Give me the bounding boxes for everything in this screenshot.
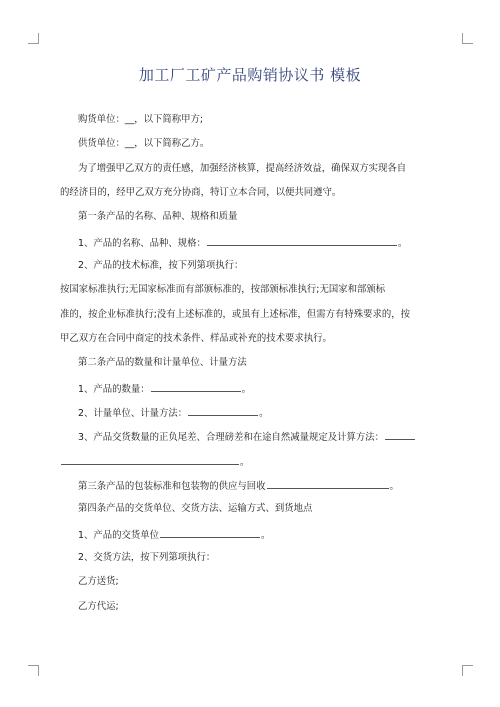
a1-item1-text: 1、产品的名称、品种、规格： xyxy=(78,238,206,249)
a2-item2-line xyxy=(78,406,268,420)
a2-item3-continuation xyxy=(60,455,249,469)
supplier-label: 供货单位： xyxy=(78,138,125,149)
buyer-label: 购货单位： xyxy=(78,114,125,125)
buyer-line xyxy=(78,114,203,126)
buyer-blank: __ xyxy=(124,114,135,125)
standards-line-2: 准的，按企业标准执行;没有上述标准的，或虽有上述标准，但需方有特殊要求的，按 xyxy=(60,309,411,320)
buyer-suffix: ，以下简称甲方; xyxy=(134,114,204,125)
a2-item3-blank-b xyxy=(61,455,239,465)
supplier-suffix: ，以下简称乙方。 xyxy=(134,138,210,149)
a2-item2-end: 。 xyxy=(259,408,269,419)
a1-item1-line xyxy=(78,236,407,250)
crop-mark-top-left xyxy=(28,33,39,44)
standards-line-3: 甲乙双方在合同中商定的技术条件、样品或补充的技术要求执行。 xyxy=(60,333,332,344)
a2-item2-blank xyxy=(188,406,258,416)
intro-line-1: 为了增强甲乙双方的责任感，加强经济核算，提高经济效益，确保双方实现各自 xyxy=(78,163,407,174)
a4-item2-line: 2、交货方法，按下列第项执行： xyxy=(78,552,216,563)
a4-option-1: 乙方送货; xyxy=(78,576,119,587)
a2-item3-line xyxy=(78,430,416,444)
document-title: 加工厂工矿产品购销协议书 模板 xyxy=(138,66,362,84)
intro-line-2: 的经济目的，经甲乙双方充分协商，特订立本合同，以便共同遵守。 xyxy=(60,187,342,198)
a2-item3-end: 。 xyxy=(240,457,250,468)
article3-blank xyxy=(267,479,389,489)
a2-item3-text: 3、产品交货数量的正负尾差、合理磅差和在途自然减量规定及计算方法： xyxy=(78,432,384,443)
standards-line-1: 按国家标准执行;无国家标准而有部颁标准的，按部颁标准执行;无国家和部颁标 xyxy=(60,284,386,295)
a2-item1-line xyxy=(78,382,251,396)
article3-end: 。 xyxy=(389,481,399,492)
article4-title: 第四条产品的交货单位、交货方法、运输方式、到货地点 xyxy=(78,503,313,514)
a2-item2-text: 2、计量单位、计量方法： xyxy=(78,408,188,419)
crop-mark-bottom-left xyxy=(28,665,39,676)
article2-title: 第二条产品的数量和计量单位、计量方法 xyxy=(78,357,247,368)
a2-item1-text: 1、产品的数量： xyxy=(78,384,150,395)
a1-item1-end: 。 xyxy=(397,238,408,249)
a2-item1-end: 。 xyxy=(241,384,251,395)
crop-mark-top-right xyxy=(462,33,473,44)
article3-text: 第三条产品的包装标准和包装物的供应与回收 xyxy=(78,481,266,492)
a4-item1-blank xyxy=(160,528,260,538)
article1-title: 第一条产品的名称、品种、规格和质量 xyxy=(78,211,238,222)
a1-item1-blank xyxy=(207,236,397,246)
a4-option-2: 乙方代运; xyxy=(78,601,119,612)
a4-item1-end: 。 xyxy=(260,530,271,541)
supplier-line xyxy=(78,138,209,150)
a1-item2-line: 2、产品的技术标准，按下列第项执行： xyxy=(78,260,244,271)
article3-line xyxy=(78,479,399,493)
crop-mark-bottom-right xyxy=(462,665,473,676)
supplier-blank: __ xyxy=(124,138,135,149)
a2-item1-blank xyxy=(151,382,241,392)
a4-item1-text: 1、产品的交货单位 xyxy=(78,530,159,541)
a2-item3-blank-a xyxy=(385,430,415,440)
a4-item1-line xyxy=(78,528,270,542)
